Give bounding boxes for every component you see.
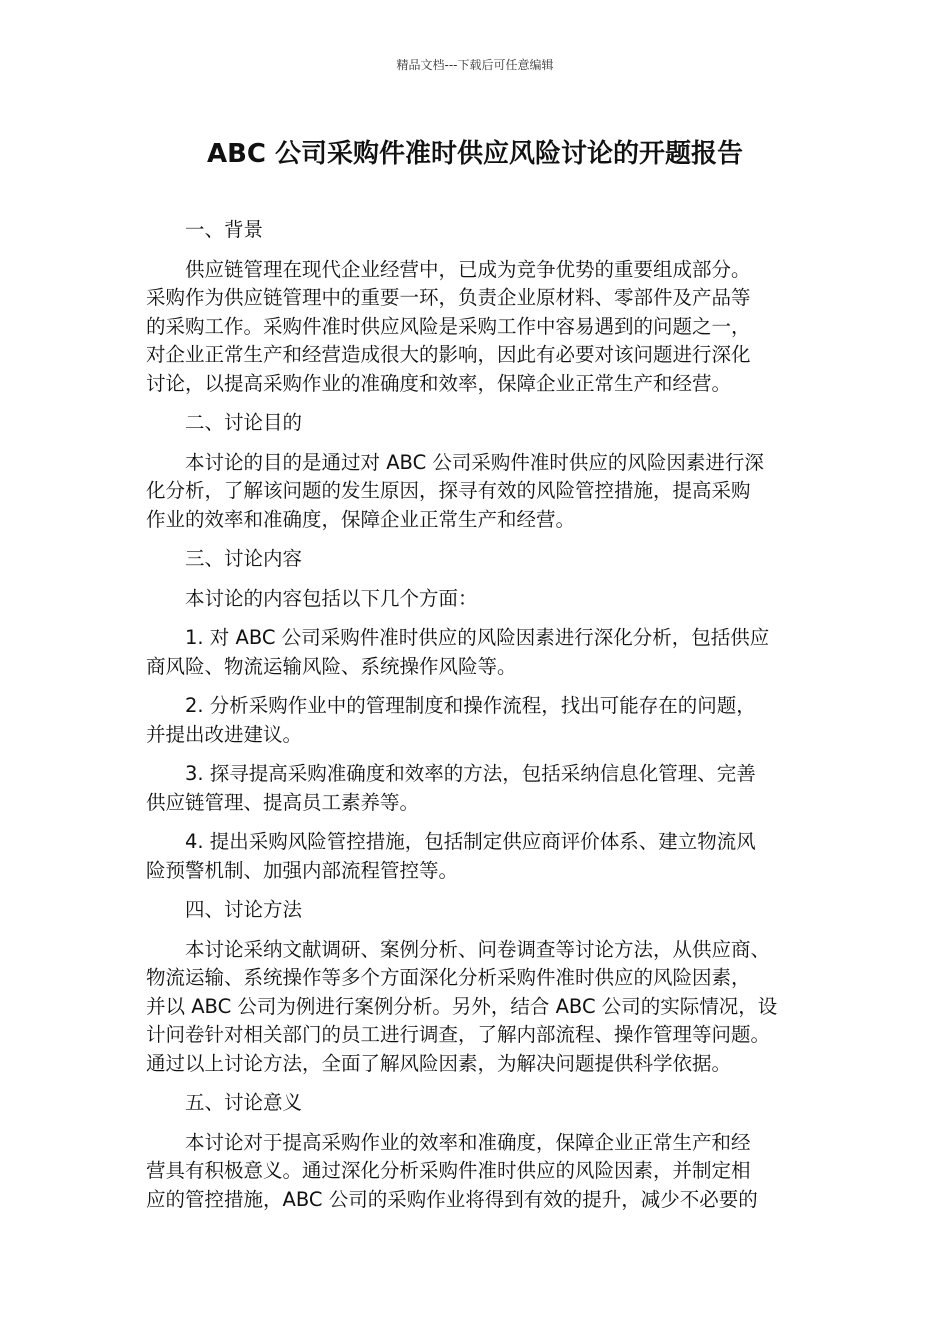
paragraph-significance: 本讨论对于提高采购作业的效率和准确度，保障企业正常生产和经 营具有积极意义。通过深化分析采购件准时供应的风险因素，并制定相 应的管控措施，ABC 公司的采购作业将得到有效的提升，减少不必要的: [146, 1130, 758, 1211]
section-heading-purpose: 二、讨论目的: [185, 411, 303, 434]
paragraph-content-intro: 本讨论的内容包括以下几个方面：: [185, 586, 478, 610]
document-body: [146, 216, 810, 1214]
section-heading-significance: 五、讨论意义: [185, 1091, 303, 1114]
header-note: 精品文档---下载后可任意编辑: [396, 58, 554, 72]
list-item-2: 2. 分析采购作业中的管理制度和操作流程，找出可能存在的问题， 并提出改进建议。: [146, 694, 756, 746]
section-heading-method: 四、讨论方法: [185, 898, 303, 921]
paragraph-purpose: 本讨论的目的是通过对 ABC 公司采购件准时供应的风险因素进行深 化分析，了解该问题的发生原因，探寻有效的风险管控措施，提高采购 作业的效率和准确度，保障企业正常生产和经营。: [146, 450, 764, 531]
section-heading-background: 一、背景: [185, 218, 264, 241]
document-title: ABC 公司采购件准时供应风险讨论的开题报告: [206, 139, 744, 169]
paragraph-method: 本讨论采纳文献调研、案例分析、问卷调查等讨论方法，从供应商、 物流运输、系统操作等多个方面深化分析采购件准时供应的风险因素， 并以 ABC 公司为例进行案例分析。另外，结合 ABC 公司的实际情况，设 计问卷针对相关部门的员工进行调查，了解内部流程、操作管理等问题。 通过以上讨论方法，全面了解风险因素，为解决问题提供科学依据。: [146, 937, 778, 1075]
section-heading-content: 三、讨论内容: [185, 547, 303, 570]
list-item-3: 3. 探寻提高采购准确度和效率的方法，包括采纳信息化管理、完善 供应链管理、提高员工素养等。: [146, 762, 756, 814]
paragraph-background: 供应链管理在现代企业经营中，已成为竞争优势的重要组成部分。 采购作为供应链管理中的重要一环，负责企业原材料、零部件及产品等 的采购工作。采购件准时供应风险是采购工作中容易遇到的问题之一， 对企业正常生产和经营造成很大的影响，因此有必要对该问题进行深化 讨论，以提高采购作业的准确度和效率，保障企业正常生产和经营。: [146, 257, 751, 395]
list-item-1: 1. 对 ABC 公司采购件准时供应的风险因素进行深化分析，包括供应 商风险、物流运输风险、系统操作风险等。: [146, 626, 770, 678]
list-item-4: 4. 提出采购风险管控措施，包括制定供应商评价体系、建立物流风 险预警机制、加强内部流程管控等。: [146, 830, 756, 882]
